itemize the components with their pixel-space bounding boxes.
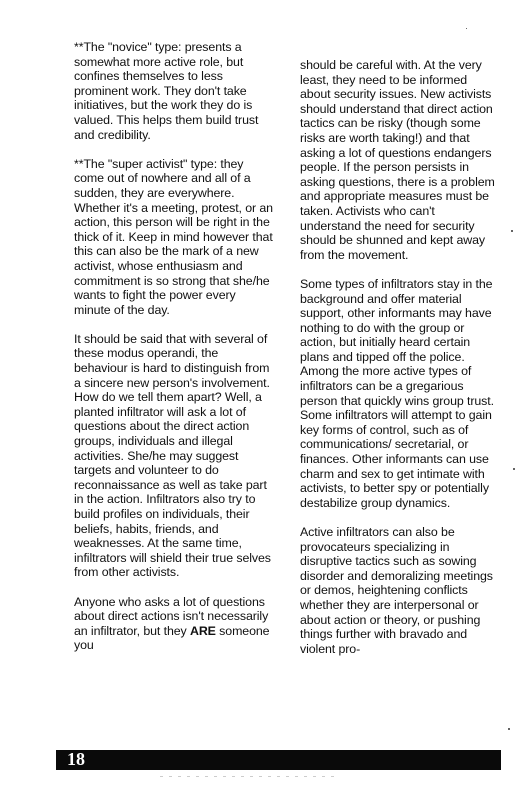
paragraph-modus-operandi: It should be said that with several of these modus operandi, the behaviour is hard to distinguish from a sincere new person's involvement. How do we tell them apart? Well, a planted infiltrator will ask a lot of questions about the direct action groups, individuals and illegal activities. She/he may suggest targets and volunteer to do reconnaissance as well as take part in the action. Infiltrators also try to build profiles on individuals, their beliefs, habits, friends, and weaknesses. At the same time, infiltrators will shield their true selves from other activists. (74, 331, 271, 580)
scan-artifact-dot (508, 728, 510, 730)
scan-artifact-dot (466, 28, 467, 29)
paragraph-novice-type: **The "novice" type: presents a somewhat more active role, but confines themselves to less prominent work. They don't take initiatives, but the work they do is valued. This helps them build trust and credibility. (74, 40, 259, 142)
scan-artifact-dot (511, 230, 513, 232)
footer-bar (56, 750, 501, 770)
scan-artifact-dot (513, 468, 515, 470)
scan-artifact-line (160, 776, 340, 777)
emphasis-are: ARE (189, 623, 216, 638)
paragraph-super-activist-type: **The "super activist" type: they come out of nowhere and all of a sudden, they are everywhere. Whether it's a meeting, protest, or an action, this person will be right in the thick of it. Keep in mind however that this can also be the mark of a new activist, whose enthusiasm and commitment is so strong that she/he wants to fight the power every minute of the day. (74, 156, 273, 317)
left-column (74, 40, 274, 668)
paragraph-infiltrator-types: Some types of infiltrators stay in the background and offer material support, other informants may have nothing to do with the group or action, but initially heard certain plans and tipped off the police. Among the more active types of infiltrators can be a gregarious person that quickly wins group trust. Some infiltrators will attempt to gain key forms of control, such as of communications/ secretarial, or finances. Other informants can use charm and sex to get intimate with activists, to better spy or potentially destabilize group dynamics. (300, 276, 494, 510)
page-number: 18 (67, 749, 85, 769)
paragraph-questions-end: someone you (74, 623, 270, 653)
paragraph-questions-start: Anyone who asks a lot of questions about direct actions isn't necessarily an infiltrator, but they (74, 594, 269, 638)
paragraph-security-issues: should be careful with. At the very least, they need to be informed about security issues. New activists should understand that direct action tactics can be risky (though some risks are worth taking!) and that asking a lot of questions endangers people. If the person persists in asking questions, there is a problem and appropriate measures must be taken. Activists who can't understand the need for security should be shunned and kept away from the movement. (300, 58, 495, 262)
paragraph-provocateurs: Active infiltrators can also be provocateurs specializing in disruptive tactics such as sowing disorder and demoralizing meetings or demos, heightening conflicts whether they are interpersonal or about action or theory, or pushing things further with bravado and violent pro- (300, 525, 493, 656)
right-column (300, 58, 495, 671)
paragraph-questions (74, 595, 274, 653)
